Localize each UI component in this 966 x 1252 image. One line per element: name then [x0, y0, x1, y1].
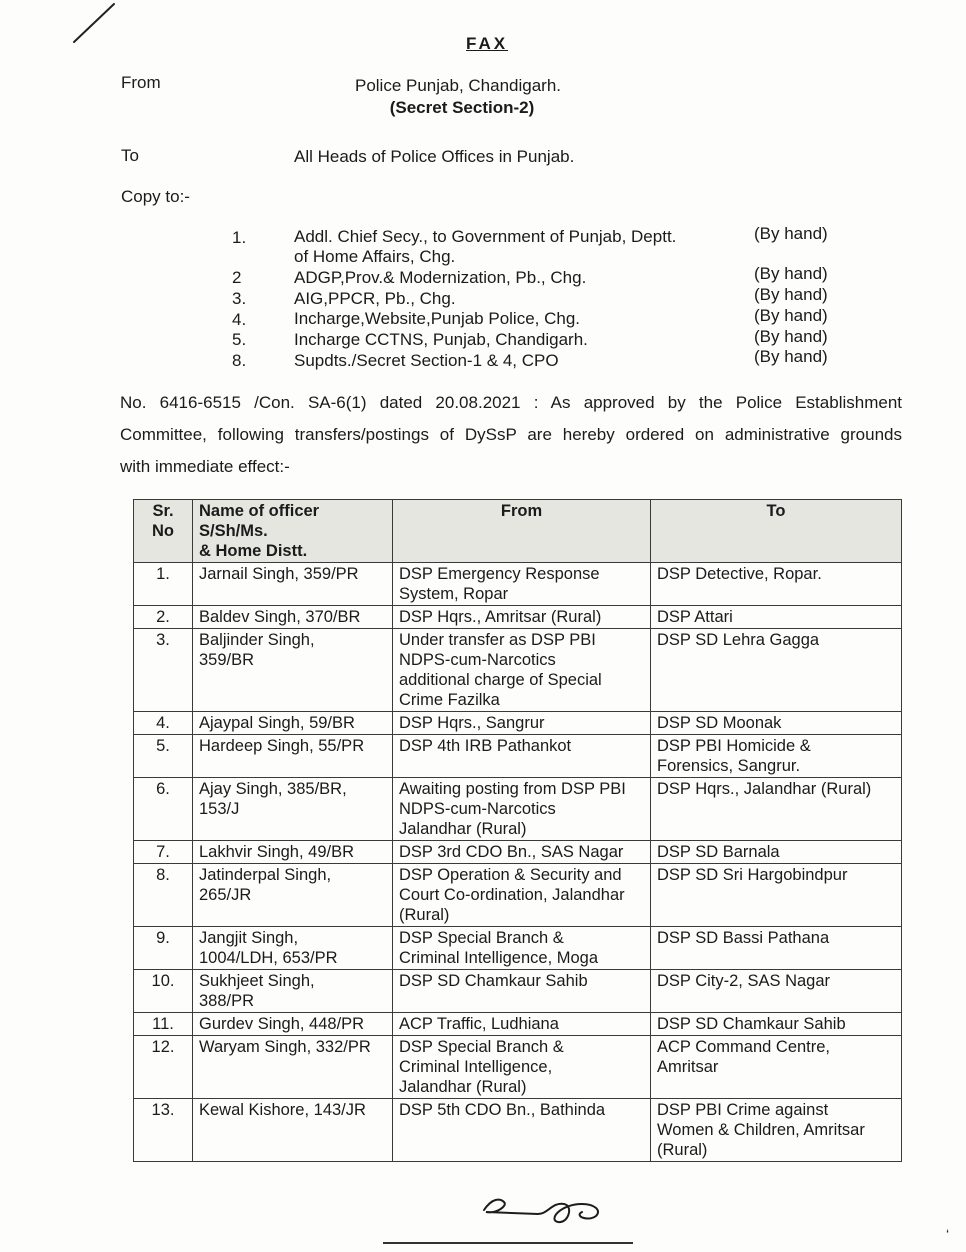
header-to: To — [651, 500, 902, 563]
table-row — [134, 927, 902, 970]
copy-item-text: Addl. Chief Secy., to Government of Punjab, Deptt. — [294, 227, 677, 246]
cell-from — [393, 1013, 651, 1036]
cell-name — [193, 1099, 393, 1162]
copy-item-mode: (By hand) — [754, 306, 828, 325]
cell-name-line: Waryam Singh, 332/PR — [199, 1038, 371, 1056]
cell-to-line: DSP Detective, Ropar. — [657, 565, 822, 583]
cell-name — [193, 1036, 393, 1099]
fax-title: FAX — [466, 34, 509, 53]
cell-from — [393, 735, 651, 778]
copy-item-text: ADGP,Prov.& Modernization, Pb., Chg. — [294, 268, 587, 287]
cell-from-line: DSP Operation & Security and — [399, 866, 622, 884]
cell-to-line: DSP SD Lehra Gagga — [657, 631, 820, 649]
cell-from-line: NDPS-cum-Narcotics — [399, 800, 556, 818]
cell-name — [193, 735, 393, 778]
cell-to — [651, 841, 902, 864]
cell-name-line: 265/JR — [199, 886, 252, 904]
table-row — [134, 735, 902, 778]
table-row — [134, 1013, 902, 1036]
cell-to — [651, 563, 902, 606]
cell-from — [393, 606, 651, 629]
cell-name — [193, 841, 393, 864]
pen-stroke-mark — [70, 2, 118, 44]
cell-from-line: DSP Emergency Response — [399, 565, 600, 583]
header-from: From — [393, 500, 651, 563]
cell-from-line: Jalandhar (Rural) — [399, 820, 527, 838]
cell-name — [193, 927, 393, 970]
cell-name-line: Baljinder Singh, — [199, 631, 315, 649]
order-line: with immediate effect:- — [120, 457, 290, 476]
cell-to-line: DSP PBI Homicide & — [657, 737, 811, 755]
table-body — [134, 563, 902, 1162]
cell-to-line: DSP SD Bassi Pathana — [657, 929, 830, 947]
header-officer-name: Name of officer S/Sh/Ms. & Home Distt. — [193, 500, 393, 563]
cell-from — [393, 927, 651, 970]
cell-sr-no: 8. — [134, 864, 193, 927]
cell-name-line: Sukhjeet Singh, — [199, 972, 315, 990]
table-row — [134, 712, 902, 735]
cell-to — [651, 629, 902, 712]
cell-from-line: Crime Fazilka — [399, 691, 500, 709]
cell-from-line: Court Co-ordination, Jalandhar — [399, 886, 625, 904]
cell-to-line: DSP Hqrs., Jalandhar (Rural) — [657, 780, 872, 798]
copy-item-number: 2 — [232, 268, 242, 287]
cell-from-line: Under transfer as DSP PBI — [399, 631, 596, 649]
signature-mark — [478, 1190, 618, 1234]
copy-item-mode: (By hand) — [754, 285, 828, 304]
copy-item-text: Incharge CCTNS, Punjab, Chandigarh. — [294, 330, 588, 349]
copy-item-text: of Home Affairs, Chg. — [294, 247, 456, 266]
cell-name-line: 1004/LDH, 653/PR — [199, 949, 338, 967]
cell-sr-no: 9. — [134, 927, 193, 970]
cell-name-line: Jangjit Singh, — [199, 929, 299, 947]
cell-to-line: DSP SD Barnala — [657, 843, 780, 861]
copy-item-text: Supdts./Secret Section-1 & 4, CPO — [294, 351, 559, 370]
cell-from — [393, 1099, 651, 1162]
cell-sr-no: 5. — [134, 735, 193, 778]
copy-item-text: Incharge,Website,Punjab Police, Chg. — [294, 309, 581, 328]
copy-item-number: 1. — [232, 228, 247, 247]
copy-to-label: Copy to:- — [121, 187, 190, 206]
cell-to-line: DSP City-2, SAS Nagar — [657, 972, 831, 990]
table-row — [134, 841, 902, 864]
cell-name-line: Ajaypal Singh, 59/BR — [199, 714, 355, 732]
cell-name-line: Ajay Singh, 385/BR, — [199, 780, 347, 798]
cell-name — [193, 629, 393, 712]
cell-name-line: 153/J — [199, 800, 240, 818]
cell-from — [393, 864, 651, 927]
cell-name-line: Jatinderpal Singh, — [199, 866, 332, 884]
cell-name — [193, 712, 393, 735]
cell-to — [651, 970, 902, 1013]
cell-from-line: Criminal Intelligence, — [399, 1058, 553, 1076]
order-paragraph — [120, 387, 902, 483]
cell-sr-no: 2. — [134, 606, 193, 629]
cell-sr-no: 1. — [134, 563, 193, 606]
order-line: No. 6416-6515 /Con. SA-6(1) dated 20.08.2021 : As approved by the Police Establishment — [120, 393, 902, 412]
cell-name — [193, 606, 393, 629]
cell-name-line: Jarnail Singh, 359/PR — [199, 565, 359, 583]
cell-name — [193, 970, 393, 1013]
cell-to-line: DSP PBI Crime against — [657, 1101, 829, 1119]
cell-from — [393, 1036, 651, 1099]
cell-from-line: (Rural) — [399, 906, 450, 924]
from-label: From — [121, 73, 161, 92]
cell-sr-no: 3. — [134, 629, 193, 712]
cell-from-line: DSP Special Branch & — [399, 1038, 564, 1056]
cell-from-line: DSP Special Branch & — [399, 929, 564, 947]
cell-to — [651, 712, 902, 735]
cell-from-line: DSP Hqrs., Amritsar (Rural) — [399, 608, 602, 626]
cell-to-line: Forensics, Sangrur. — [657, 757, 801, 775]
table-row — [134, 970, 902, 1013]
cell-name — [193, 778, 393, 841]
cell-from-line: DSP 3rd CDO Bn., SAS Nagar — [399, 843, 624, 861]
cell-name-line: Lakhvir Singh, 49/BR — [199, 843, 355, 861]
from-office: Police Punjab, Chandigarh. — [354, 76, 562, 95]
table-row — [134, 864, 902, 927]
cell-name-line: Hardeep Singh, 55/PR — [199, 737, 365, 755]
table-row — [134, 606, 902, 629]
cell-from — [393, 778, 651, 841]
table-row — [134, 778, 902, 841]
cell-from — [393, 563, 651, 606]
cell-from-line: DSP 4th IRB Pathankot — [399, 737, 572, 755]
cell-to-line: Women & Children, Amritsar — [657, 1121, 865, 1139]
cell-to — [651, 778, 902, 841]
copy-item-number: 5. — [232, 330, 247, 349]
cell-sr-no: 10. — [134, 970, 193, 1013]
cell-from-line: DSP SD Chamkaur Sahib — [399, 972, 588, 990]
cell-from-line: additional charge of Special — [399, 671, 602, 689]
cell-from-line: NDPS-cum-Narcotics — [399, 651, 556, 669]
table-header-row — [134, 500, 902, 563]
table-row — [134, 563, 902, 606]
order-line: Committee, following transfers/postings of DySsP are hereby ordered on administrative grounds — [120, 425, 902, 444]
cell-from — [393, 970, 651, 1013]
cell-from — [393, 629, 651, 712]
cell-to — [651, 606, 902, 629]
cell-name-line: Baldev Singh, 370/BR — [199, 608, 361, 626]
cell-name-line: 388/PR — [199, 992, 255, 1010]
cell-to-line: DSP SD Chamkaur Sahib — [657, 1015, 846, 1033]
table-row — [134, 629, 902, 712]
cell-to-line: DSP SD Moonak — [657, 714, 782, 732]
cell-name — [193, 1013, 393, 1036]
cell-from — [393, 712, 651, 735]
to-recipients: All Heads of Police Offices in Punjab. — [294, 147, 575, 166]
copy-item-mode: (By hand) — [754, 327, 828, 346]
cell-to-line: DSP Attari — [657, 608, 733, 626]
table-row — [134, 1099, 902, 1162]
copy-item-mode: (By hand) — [754, 264, 828, 283]
cell-to — [651, 927, 902, 970]
cell-from-line: DSP 5th CDO Bn., Bathinda — [399, 1101, 606, 1119]
cell-name-line: Gurdev Singh, 448/PR — [199, 1015, 365, 1033]
from-section: (Secret Section-2) — [389, 98, 535, 117]
cell-from-line: System, Ropar — [399, 585, 509, 603]
copy-item-mode: (By hand) — [754, 347, 828, 366]
cell-sr-no: 13. — [134, 1099, 193, 1162]
postings-table — [133, 499, 902, 1162]
signature-underline — [383, 1242, 633, 1244]
cell-from-line: ACP Traffic, Ludhiana — [399, 1015, 559, 1033]
cell-to — [651, 1036, 902, 1099]
cell-to — [651, 1099, 902, 1162]
copy-item-mode: (By hand) — [754, 224, 828, 243]
cell-name — [193, 563, 393, 606]
cell-to — [651, 864, 902, 927]
cell-from-line: Jalandhar (Rural) — [399, 1078, 527, 1096]
header-sr-no: Sr. No — [134, 500, 193, 563]
cell-to — [651, 735, 902, 778]
copy-item-number: 4. — [232, 310, 247, 329]
cell-from-line: DSP Hqrs., Sangrur — [399, 714, 545, 732]
copy-item-text: AIG,PPCR, Pb., Chg. — [294, 289, 456, 308]
cell-name-line: Kewal Kishore, 143/JR — [199, 1101, 366, 1119]
cell-to-line: DSP SD Sri Hargobindpur — [657, 866, 848, 884]
cell-name — [193, 864, 393, 927]
cell-to — [651, 1013, 902, 1036]
cell-name-line: 359/BR — [199, 651, 255, 669]
cell-from — [393, 841, 651, 864]
cell-from-line: Awaiting posting from DSP PBI — [399, 780, 626, 798]
copy-item-number: 3. — [232, 289, 247, 308]
to-label: To — [121, 146, 139, 165]
cell-to-line: (Rural) — [657, 1141, 708, 1159]
cell-to-line: Amritsar — [657, 1058, 719, 1076]
cell-to-line: ACP Command Centre, — [657, 1038, 831, 1056]
cell-sr-no: 12. — [134, 1036, 193, 1099]
table-row — [134, 1036, 902, 1099]
copy-item-number: 8. — [232, 351, 247, 370]
edge-mark: ‘ — [946, 1226, 950, 1242]
cell-from-line: Criminal Intelligence, Moga — [399, 949, 599, 967]
cell-sr-no: 7. — [134, 841, 193, 864]
cell-sr-no: 6. — [134, 778, 193, 841]
cell-sr-no: 11. — [134, 1013, 193, 1036]
cell-sr-no: 4. — [134, 712, 193, 735]
